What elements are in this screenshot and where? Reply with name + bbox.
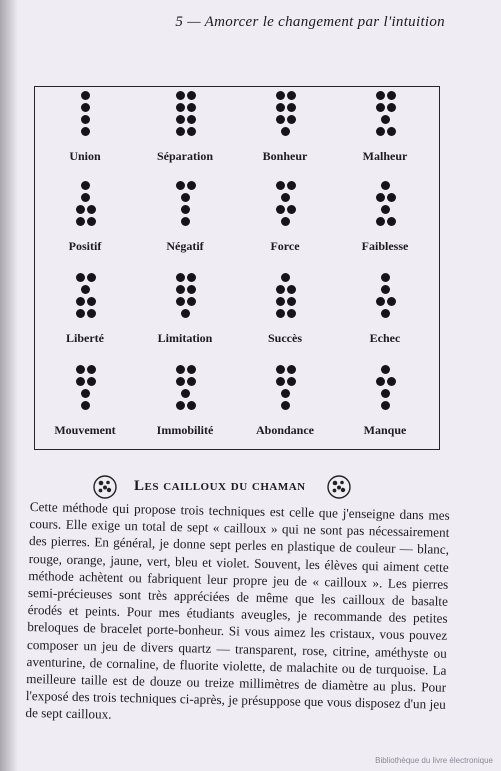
dot-icon (87, 297, 96, 306)
figure-label: Union (69, 149, 101, 163)
dot-icon (376, 127, 385, 136)
dot-pattern (35, 271, 135, 331)
dot-icon (287, 309, 296, 318)
dot-icon (381, 273, 390, 282)
dot-icon (176, 273, 185, 282)
dot-icon (87, 217, 96, 226)
dot-icon (76, 309, 85, 318)
paragraph-text: Cette méthode qui propose trois techniques est celle que j'enseigne dans mes cours. Elle exige un total de sept « cailloux » qui ne sont pas nécessairement des pierres. En général, je donne sept perles en plastique de couleur — blanc, rouge, orange, jaune, vert, bleu et violet. Souvent, les élèves qui aiment cette méthode achètent ou fabriquent leur propre jeu de « cailloux ». Les pierres semi-précieuses sont très appréciées de même que les cailloux de basalte érodés et peints. Pour mes étudiants aveugles, je recommande des petites breloques de bracelet porte-bonheur. Si vous aimez les cristaux, vous pouvez composer un jeu de divers quartz — transparent, rose, citrine, améthyste ou aventurine, de cornaline, de fluorite violette, de malachite ou de turquoise. La meilleure taille est de douze ou treize millimètres de diamètre au plus. Pour l'exposé des trois techniques ci-après, je présuppose que vous disposez d'un jeu de sept cailloux. (25, 498, 450, 723)
dot-icon (76, 273, 85, 282)
dot-icon (287, 181, 296, 190)
dot-pattern (135, 271, 235, 331)
figure-cell (135, 271, 235, 361)
dot-icon (87, 309, 96, 318)
figure-cell (35, 363, 135, 453)
figure-label: Succès (268, 331, 302, 345)
dot-icon (381, 365, 390, 374)
dot-pattern (235, 363, 335, 423)
dot-icon (376, 297, 385, 306)
figure-label: Séparation (156, 149, 213, 163)
dot-icon (181, 193, 190, 202)
dot-icon (176, 181, 185, 190)
dot-icon (181, 205, 190, 214)
running-header: 5 — Amorcer le changement par l'intuition (175, 14, 445, 30)
dot-icon (381, 115, 390, 124)
dot-icon (87, 205, 96, 214)
dot-icon (276, 309, 285, 318)
dot-icon (181, 309, 190, 318)
dot-icon (287, 103, 296, 112)
dot-icon (81, 91, 90, 100)
figure-label: Faiblesse (361, 239, 409, 253)
dot-icon (287, 285, 296, 294)
dot-icon (387, 217, 396, 226)
dot-icon (276, 365, 285, 374)
dot-icon (387, 103, 396, 112)
dot-pattern (335, 271, 435, 331)
dot-icon (187, 103, 196, 112)
dot-icon (181, 389, 190, 398)
dot-icon (376, 91, 385, 100)
dot-icon (276, 103, 285, 112)
dot-icon (187, 297, 196, 306)
dot-icon (76, 217, 85, 226)
dot-icon (81, 103, 90, 112)
dot-icon (287, 205, 296, 214)
figure-cell (335, 89, 435, 179)
figure-cell (35, 179, 135, 269)
page-spine-shadow (0, 0, 18, 771)
dot-icon (176, 103, 185, 112)
dot-icon (376, 217, 385, 226)
dot-icon (76, 365, 85, 374)
figure-label: Immobilité (156, 423, 214, 437)
section-heading (92, 474, 352, 500)
dot-pattern (235, 271, 335, 331)
dot-icon (381, 181, 390, 190)
dot-icon (281, 401, 290, 410)
figure-cell (135, 363, 235, 453)
dot-icon (176, 91, 185, 100)
dot-icon (387, 127, 396, 136)
section-title: Les cailloux du chaman (134, 478, 306, 494)
dot-icon (187, 273, 196, 282)
dot-icon (276, 285, 285, 294)
dot-icon (187, 401, 196, 410)
dot-icon (187, 181, 196, 190)
dot-icon (287, 297, 296, 306)
dot-icon (387, 91, 396, 100)
figure-label: Limitation (157, 331, 213, 345)
dot-icon (81, 401, 90, 410)
dot-pattern (35, 363, 135, 423)
dot-icon (81, 127, 90, 136)
dot-icon (187, 377, 196, 386)
figure-label: Manque (363, 423, 407, 437)
dot-icon (76, 377, 85, 386)
dot-icon (176, 365, 185, 374)
pebble-ornament-icon (92, 474, 118, 500)
dot-icon (187, 365, 196, 374)
dot-icon (187, 127, 196, 136)
dot-icon (81, 181, 90, 190)
figure-label: Liberté (66, 331, 104, 345)
dot-icon (281, 193, 290, 202)
dot-icon (176, 297, 185, 306)
dot-icon (81, 285, 90, 294)
dot-icon (276, 297, 285, 306)
watermark: Bibliothèque du livre électronique (375, 756, 493, 765)
figure-label: Abondance (255, 423, 314, 437)
dot-pattern (135, 179, 235, 239)
dot-icon (376, 377, 385, 386)
dot-icon (81, 193, 90, 202)
dot-icon (387, 297, 396, 306)
dot-pattern (35, 179, 135, 239)
dot-pattern (335, 179, 435, 239)
figure-cell (235, 271, 335, 361)
figure-label: Négatif (166, 239, 204, 253)
dot-icon (176, 377, 185, 386)
figure-cell (335, 363, 435, 453)
dot-pattern (235, 179, 335, 239)
dot-icon (381, 389, 390, 398)
dot-pattern (135, 89, 235, 149)
figure-cell (135, 89, 235, 179)
dot-icon (287, 115, 296, 124)
figure-cell (35, 271, 135, 361)
dot-icon (281, 127, 290, 136)
oracle-figure (34, 86, 440, 450)
dot-icon (381, 401, 390, 410)
dot-icon (176, 115, 185, 124)
dot-icon (276, 205, 285, 214)
dot-icon (87, 365, 96, 374)
dot-icon (76, 205, 85, 214)
figure-cell (335, 179, 435, 269)
figure-label: Force (270, 239, 300, 253)
figure-cell (135, 179, 235, 269)
dot-pattern (235, 89, 335, 149)
dot-icon (176, 127, 185, 136)
dot-icon (187, 91, 196, 100)
dot-icon (287, 91, 296, 100)
figure-label: Mouvement (54, 423, 116, 437)
dot-icon (76, 297, 85, 306)
figure-cell (235, 179, 335, 269)
pebble-ornament-icon (326, 474, 352, 500)
dot-icon (276, 377, 285, 386)
dot-icon (381, 309, 390, 318)
dot-icon (376, 103, 385, 112)
dot-icon (276, 91, 285, 100)
dot-pattern (335, 363, 435, 423)
figure-cell (235, 363, 335, 453)
dot-icon (87, 273, 96, 282)
dot-icon (281, 389, 290, 398)
dot-icon (87, 377, 96, 386)
dot-icon (81, 115, 90, 124)
dot-icon (81, 389, 90, 398)
dot-pattern (135, 363, 235, 423)
dot-icon (276, 181, 285, 190)
dot-icon (287, 377, 296, 386)
oracle-grid (35, 87, 439, 449)
dot-icon (181, 217, 190, 226)
figure-cell (35, 89, 135, 179)
dot-icon (281, 273, 290, 282)
figure-label: Bonheur (262, 149, 308, 163)
figure-cell (335, 271, 435, 361)
dot-pattern (335, 89, 435, 149)
dot-icon (381, 285, 390, 294)
body-paragraph (25, 498, 450, 730)
dot-icon (381, 205, 390, 214)
dot-icon (387, 377, 396, 386)
dot-icon (176, 285, 185, 294)
dot-icon (387, 193, 396, 202)
dot-icon (281, 217, 290, 226)
figure-cell (235, 89, 335, 179)
figure-label: Malheur (362, 149, 408, 163)
dot-icon (287, 365, 296, 374)
dot-icon (187, 115, 196, 124)
dot-icon (187, 285, 196, 294)
dot-icon (276, 115, 285, 124)
dot-pattern (35, 89, 135, 149)
dot-icon (176, 401, 185, 410)
figure-label: Echec (369, 331, 401, 345)
dot-icon (376, 193, 385, 202)
figure-label: Positif (68, 239, 102, 253)
